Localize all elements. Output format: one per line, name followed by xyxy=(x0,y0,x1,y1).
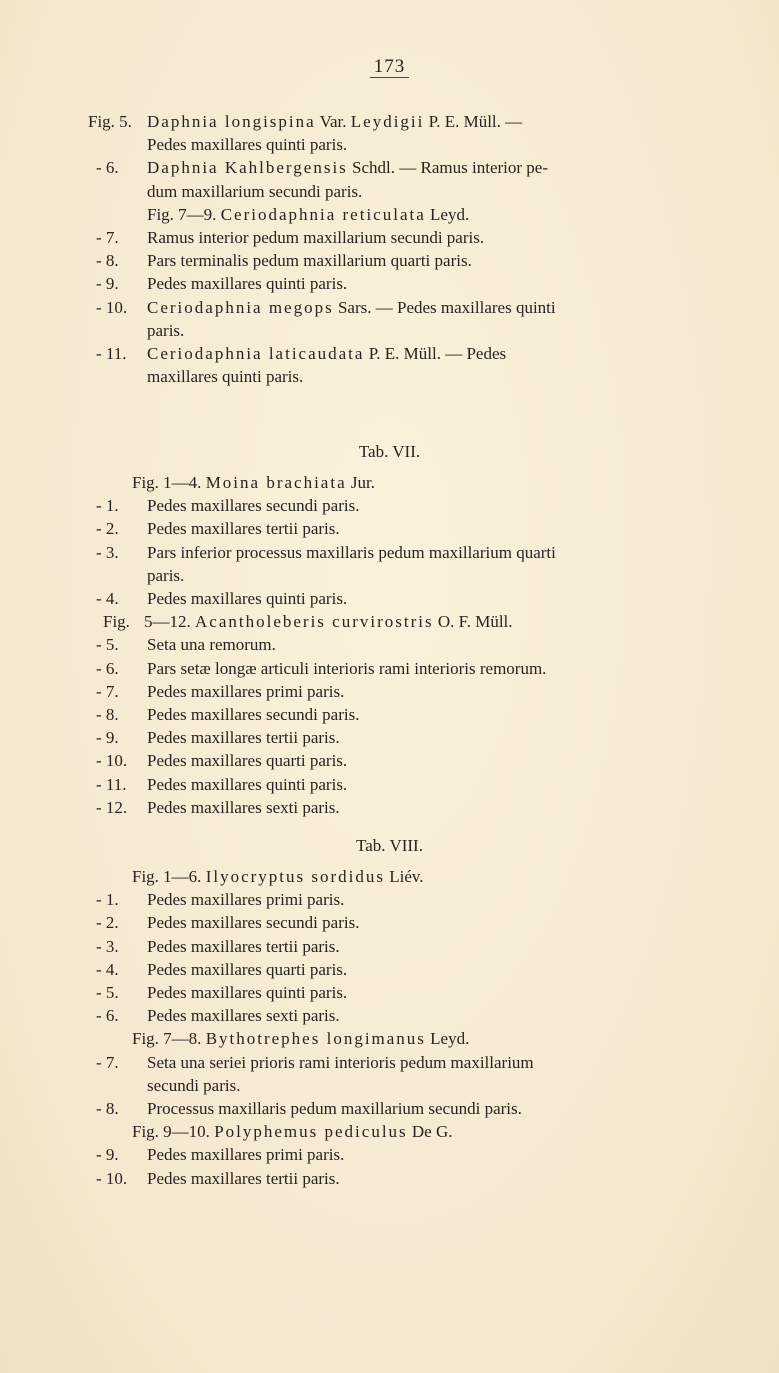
caption-text xyxy=(132,471,375,494)
caption-text xyxy=(132,1027,469,1050)
figure-label: - 7. xyxy=(96,228,119,247)
caption-fragment: Fig. 1—6. xyxy=(132,867,206,886)
figure-label: - 2. xyxy=(96,913,119,933)
caption-fragment: Fig. 7—8. xyxy=(132,1029,206,1049)
caption-fragment: Leyd. xyxy=(425,204,470,224)
caption-fragment: Liév. xyxy=(384,867,424,886)
caption-fragment: Pedes maxillares tertii paris. xyxy=(147,519,340,539)
caption-fragment: 5—12. xyxy=(144,612,195,632)
caption-text xyxy=(147,1051,534,1074)
caption-text xyxy=(147,249,472,272)
caption-text xyxy=(147,703,359,726)
caption-text xyxy=(147,180,362,203)
figure-label: - 1. xyxy=(96,890,119,910)
caption-fragment: Fig. 1—4. xyxy=(132,473,206,492)
caption-fragment: paris. xyxy=(147,320,185,340)
figure-label: - 2. xyxy=(96,519,119,539)
figure-label: - 4. xyxy=(96,959,119,979)
figure-label: - 5. xyxy=(96,635,119,655)
figure-label: Fig. 5. xyxy=(88,112,132,131)
caption-text xyxy=(147,680,344,703)
taxon-name: Polyphemus pediculus xyxy=(214,1122,408,1142)
figure-label: - 3. xyxy=(96,936,119,956)
caption-fragment: Pedes maxillares primi paris. xyxy=(147,890,345,910)
caption-text xyxy=(147,296,556,319)
caption-text xyxy=(147,156,548,179)
caption-fragment: Pedes maxillares tertii paris. xyxy=(147,1168,340,1188)
caption-text xyxy=(147,365,303,388)
caption-text xyxy=(147,749,347,772)
figure-label: - 1. xyxy=(96,496,119,516)
caption-text xyxy=(147,226,484,249)
caption-text xyxy=(132,865,424,888)
caption-text xyxy=(147,1097,522,1120)
figure-label: - 9. xyxy=(96,728,119,748)
caption-text xyxy=(147,133,347,156)
caption-text xyxy=(147,541,556,564)
taxon-name: Ceriodaphnia megops xyxy=(147,297,334,317)
caption-text xyxy=(147,494,359,517)
caption-fragment: De G. xyxy=(407,1122,453,1142)
caption-fragment: Sars. — Pedes maxillares quinti xyxy=(333,297,556,317)
caption-text xyxy=(147,1143,344,1166)
figure-label: - 4. xyxy=(96,589,119,608)
caption-text xyxy=(147,517,340,540)
tab-vii-heading: Tab. VII. xyxy=(358,442,421,461)
caption-text xyxy=(147,773,347,796)
caption-fragment: Pedes maxillares quinti paris. xyxy=(147,274,348,294)
taxon-name: Ilyocryptus sordidus xyxy=(205,867,385,886)
caption-fragment: Jur. xyxy=(346,473,375,492)
caption-fragment: Pars terminalis pedum maxillarium quarti paris. xyxy=(147,251,472,271)
caption-fragment: Schdl. — Ramus interior pe- xyxy=(347,158,548,178)
taxon-name: Daphnia longispina xyxy=(147,112,316,131)
caption-fragment: dum maxillarium secundi paris. xyxy=(147,181,363,201)
figure-label: - 10. xyxy=(96,297,128,317)
caption-text xyxy=(147,1167,340,1190)
figure-label: - 8. xyxy=(96,251,119,271)
figure-label: - 10. xyxy=(96,751,128,771)
caption-text xyxy=(147,1004,340,1027)
caption-fragment: Ramus interior pedum maxillarium secundi paris. xyxy=(147,228,485,247)
caption-fragment: Fig. 9—10. xyxy=(132,1122,215,1142)
figure-label: - 8. xyxy=(96,705,119,724)
taxon-name: Bythotrephes longimanus xyxy=(205,1029,426,1049)
caption-fragment: paris. xyxy=(147,565,185,585)
caption-fragment: Var. xyxy=(315,112,351,131)
caption-fragment: Pedes maxillares sexti paris. xyxy=(147,797,340,817)
figure-label: - 9. xyxy=(96,274,119,294)
taxon-name: Leydigii xyxy=(350,112,425,131)
figure-label: - 12. xyxy=(96,797,128,817)
caption-text xyxy=(147,888,344,911)
figure-label: - 11. xyxy=(96,774,127,794)
caption-text xyxy=(147,564,184,587)
caption-fragment: Processus maxillaris pedum maxillarium secundi paris. xyxy=(147,1099,522,1118)
caption-text xyxy=(147,958,347,981)
figure-label: - 3. xyxy=(96,542,119,562)
caption-text xyxy=(147,342,506,365)
caption-fragment: Pedes maxillares quarti paris. xyxy=(147,751,348,771)
caption-fragment: O. F. Müll. xyxy=(433,612,513,632)
caption-fragment: maxillares quinti paris. xyxy=(147,367,304,387)
caption-fragment: Seta una seriei prioris rami interioris pedum maxillarium xyxy=(147,1052,534,1072)
figure-label: - 7. xyxy=(96,1052,119,1072)
tab-viii-heading: Tab. VIII. xyxy=(356,836,423,855)
caption-fragment: Pedes maxillares quarti paris. xyxy=(147,959,348,979)
caption-fragment: Pedes maxillares tertii paris. xyxy=(147,936,340,956)
caption-text xyxy=(144,610,513,633)
caption-fragment: Pedes maxillares secundi paris. xyxy=(147,913,360,933)
caption-fragment: Pars inferior processus maxillaris pedum maxillarium quarti xyxy=(147,542,556,562)
caption-text xyxy=(147,981,347,1004)
taxon-name: Daphnia Kahlbergensis xyxy=(147,158,348,178)
caption-text xyxy=(147,587,347,610)
caption-text xyxy=(147,319,184,342)
caption-text xyxy=(147,726,340,749)
figure-label: Fig. xyxy=(103,612,130,632)
figure-label: - 6. xyxy=(96,658,119,678)
caption-fragment: Pedes maxillares primi paris. xyxy=(147,681,345,701)
page-number: 173 xyxy=(0,56,779,78)
caption-fragment: Pedes maxillares quinti paris. xyxy=(147,135,348,155)
figure-label: - 9. xyxy=(96,1145,119,1165)
caption-fragment: Leyd. xyxy=(425,1029,470,1049)
figure-label: - 10. xyxy=(96,1168,128,1188)
caption-fragment: Pedes maxillares tertii paris. xyxy=(147,728,340,748)
taxon-name: Acantholeberis curvirostris xyxy=(195,612,434,632)
caption-text xyxy=(147,935,340,958)
caption-text xyxy=(147,796,340,819)
caption-fragment: Pars setæ longæ articuli interioris rami interioris remorum. xyxy=(147,658,547,678)
caption-fragment: P. E. Müll. — xyxy=(424,112,523,131)
figure-label: - 7. xyxy=(96,681,119,701)
caption-fragment: Pedes maxillares secundi paris. xyxy=(147,705,360,724)
caption-fragment: Pedes maxillares quinti paris. xyxy=(147,589,348,608)
figure-label: - 6. xyxy=(96,1006,119,1026)
figure-label: - 5. xyxy=(96,983,119,1002)
caption-fragment: Pedes maxillares secundi paris. xyxy=(147,496,360,516)
caption-fragment: secundi paris. xyxy=(147,1075,241,1095)
caption-fragment: Seta una remorum. xyxy=(147,635,276,655)
taxon-name: Moina brachiata xyxy=(205,473,347,492)
caption-fragment: P. E. Müll. — Pedes xyxy=(364,344,507,363)
figure-label: - 6. xyxy=(96,158,119,178)
caption-text xyxy=(147,911,359,934)
caption-text xyxy=(132,1120,453,1143)
caption-fragment: Pedes maxillares quinti paris. xyxy=(147,983,348,1002)
taxon-name: Ceriodaphnia reticulata xyxy=(220,204,426,224)
caption-text xyxy=(147,203,469,226)
caption-text xyxy=(147,110,522,133)
caption-fragment: Pedes maxillares sexti paris. xyxy=(147,1006,340,1026)
caption-text xyxy=(147,633,276,656)
caption-text xyxy=(147,272,347,295)
figure-label: - 8. xyxy=(96,1099,119,1118)
caption-fragment: Pedes maxillares primi paris. xyxy=(147,1145,345,1165)
caption-text xyxy=(147,1074,240,1097)
caption-fragment: Pedes maxillares quinti paris. xyxy=(147,774,348,794)
figure-label: - 11. xyxy=(96,344,127,363)
caption-fragment: Fig. 7—9. xyxy=(147,204,221,224)
caption-text xyxy=(147,657,546,680)
taxon-name: Ceriodaphnia laticaudata xyxy=(147,344,365,363)
